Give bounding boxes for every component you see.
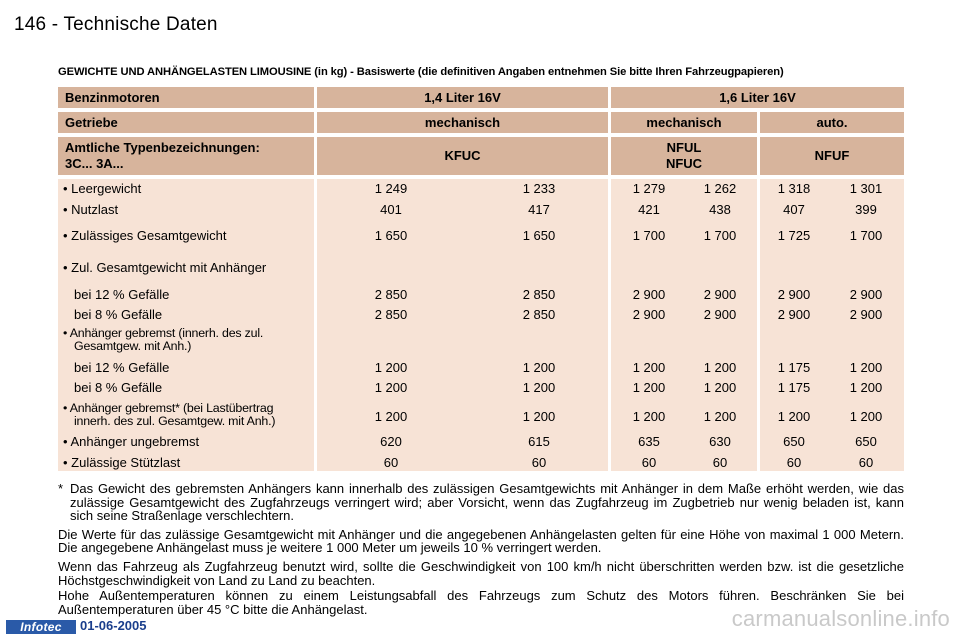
footnote — [58, 482, 904, 523]
gearbox-c: auto. — [760, 112, 904, 133]
type-b — [611, 137, 757, 175]
row-label: bei 12 % Gefälle — [74, 287, 170, 302]
cell-value: 1 200 — [374, 360, 408, 375]
table-caption: GEWICHTE UND ANHÄNGELASTEN LIMOUSINE (in kg) - Basiswerte (die definitiven Angaben entnehmen Sie bitte Ihren Fahrzeugpapieren) — [58, 66, 784, 78]
cell-value: 1 279 — [632, 181, 666, 196]
row-label: • Zul. Gesamtgewicht mit Anhänger — [63, 260, 267, 275]
cell-value: 1 175 — [777, 380, 811, 395]
engine-row — [58, 87, 904, 108]
row-label-line1: • Anhänger gebremst* (bei Lastübertrag — [63, 401, 274, 415]
cell-value: 1 700 — [849, 228, 883, 243]
cell-value: 1 200 — [522, 380, 556, 395]
cell-value: 615 — [528, 434, 550, 449]
row-label — [63, 402, 275, 428]
type-row — [58, 137, 904, 175]
cell-value: 2 900 — [777, 287, 811, 302]
cell-value: 2 900 — [632, 307, 666, 322]
gearbox-label: Getriebe — [58, 112, 314, 133]
footnote-text: Das Gewicht des gebremsten Anhängers kann innerhalb des zulässigen Gesamtgewichts mit Anhänger in dem Maße erhöht werden, wie das zulässige Gesamtgewicht des Zugfahrzeugs verringert wird; aber Vorsicht, wenn das Zugfahrzeug im Zugbetrieb nur wenig beladen ist, kann sich seine Straßenlage verschlechtern. — [70, 481, 904, 524]
cell-value: 2 850 — [374, 307, 408, 322]
cell-value: 401 — [380, 202, 402, 217]
cell-value: 635 — [638, 434, 660, 449]
row-label: • Zulässige Stützlast — [63, 455, 181, 470]
notes-section — [58, 482, 904, 621]
type-label-line1: Amtliche Typenbezeichnungen: — [65, 140, 260, 155]
cell-value: 2 900 — [703, 287, 737, 302]
type-label — [58, 137, 314, 175]
cell-value: 1 318 — [777, 181, 811, 196]
cell-value: 1 200 — [777, 409, 811, 424]
cell-value: 630 — [709, 434, 731, 449]
watermark: carmanualsonline.info — [731, 606, 950, 631]
cell-value: 1 200 — [703, 409, 737, 424]
cell-value: 1 262 — [703, 181, 737, 196]
cell-value: 1 200 — [374, 380, 408, 395]
cell-value: 1 650 — [522, 228, 556, 243]
cell-value: 1 200 — [632, 380, 666, 395]
type-label-line2: 3C... 3A... — [65, 156, 124, 171]
cell-value: 1 200 — [522, 360, 556, 375]
cell-value: 2 900 — [849, 307, 883, 322]
page-number: 146 — [14, 14, 47, 35]
cell-value: 1 200 — [522, 409, 556, 424]
type-b-line1: NFUL — [666, 140, 702, 155]
cell-value: 1 200 — [849, 380, 883, 395]
cell-value: 1 249 — [374, 181, 408, 196]
cell-value: 2 900 — [849, 287, 883, 302]
cell-value: 1 200 — [849, 409, 883, 424]
row-label: • Leergewicht — [63, 181, 142, 196]
cell-value: 60 — [641, 455, 657, 470]
cell-value: 438 — [709, 202, 731, 217]
row-label: • Zulässiges Gesamtgewicht — [63, 228, 227, 243]
cell-value: 1 200 — [703, 380, 737, 395]
cell-value: 2 900 — [632, 287, 666, 302]
cell-value: 1 233 — [522, 181, 556, 196]
row-label-line2: innerh. des zul. Gesamtgew. mit Anh.) — [74, 414, 276, 428]
cell-value: 1 200 — [632, 409, 666, 424]
cell-value: 2 900 — [777, 307, 811, 322]
cell-value: 1 301 — [849, 181, 883, 196]
engine-16-header: 1,6 Liter 16V — [611, 87, 904, 108]
gearbox-b: mechanisch — [611, 112, 757, 133]
cell-value: 2 850 — [522, 307, 556, 322]
cell-value: 60 — [858, 455, 874, 470]
note-paragraph: Wenn das Fahrzeug als Zugfahrzeug benutzt wird, sollte die Geschwindigkeit von 100 km/h nicht überschritten werden bzw. ist die gesetzliche Höchstgeschwindigkeit von Land zu Land zu beachten. — [58, 558, 904, 588]
engine-label: Benzinmotoren — [58, 87, 314, 108]
cell-value: 421 — [638, 202, 660, 217]
page-title: 146 - Technische Daten — [14, 14, 218, 35]
row-label: bei 12 % Gefälle — [74, 360, 170, 375]
cell-value: 2 850 — [522, 287, 556, 302]
cell-value: 650 — [783, 434, 805, 449]
section-title: Technische Daten — [63, 14, 218, 35]
note-paragraph: Die Werte für das zulässige Gesamtgewicht mit Anhänger und die angegebenen Anhängelasten gelten für eine Höhe von maximal 1 000 Metern. Die angegebene Anhängelast muss je weitere 1 000 Meter um jeweils 10 % verringert werden. — [58, 526, 904, 556]
cell-value: 1 200 — [703, 360, 737, 375]
cell-value: 1 700 — [703, 228, 737, 243]
gearbox-a: mechanisch — [317, 112, 608, 133]
cell-value: 650 — [855, 434, 877, 449]
cell-value: 620 — [380, 434, 402, 449]
column-divider — [314, 179, 317, 471]
type-a: KFUC — [317, 137, 608, 175]
cell-value: 1 175 — [777, 360, 811, 375]
cell-value: 1 725 — [777, 228, 811, 243]
footnote-mark: * — [58, 481, 64, 496]
cell-value: 417 — [528, 202, 550, 217]
cell-value: 1 200 — [849, 360, 883, 375]
row-label-line2: Gesamtgew. mit Anh.) — [74, 339, 192, 353]
cell-value: 1 200 — [632, 360, 666, 375]
infotec-logo: Infotec — [6, 620, 76, 634]
footer-date: 01-06-2005 — [80, 618, 147, 633]
cell-value: 407 — [783, 202, 805, 217]
row-label: • Nutzlast — [63, 202, 119, 217]
cell-value: 60 — [712, 455, 728, 470]
cell-value: 1 650 — [374, 228, 408, 243]
cell-value: 2 900 — [703, 307, 737, 322]
column-divider — [757, 179, 760, 471]
gearbox-row — [58, 112, 904, 133]
type-b-line2: NFUC — [665, 156, 703, 171]
row-label-line1: • Anhänger gebremst (innerh. des zul. — [63, 326, 264, 340]
column-divider — [608, 179, 611, 471]
row-label: • Anhänger ungebremst — [63, 434, 200, 449]
note-paragraph: Hohe Außentemperaturen können zu einem Leistungsabfall des Fahrzeugs zum Schutz des Motors führen. Beschränken Sie bei Außentemperaturen über 45 °C bitte die Anhängelast. — [58, 588, 904, 617]
row-label: bei 8 % Gefälle — [74, 380, 163, 395]
cell-value: 399 — [855, 202, 877, 217]
cell-value: 60 — [786, 455, 802, 470]
cell-value: 60 — [531, 455, 547, 470]
engine-14-header: 1,4 Liter 16V — [317, 87, 608, 108]
cell-value: 2 850 — [374, 287, 408, 302]
cell-value: 60 — [383, 455, 399, 470]
type-c: NFUF — [760, 137, 904, 175]
cell-value: 1 200 — [374, 409, 408, 424]
row-label — [63, 327, 263, 353]
cell-value: 1 700 — [632, 228, 666, 243]
row-label: bei 8 % Gefälle — [74, 307, 163, 322]
